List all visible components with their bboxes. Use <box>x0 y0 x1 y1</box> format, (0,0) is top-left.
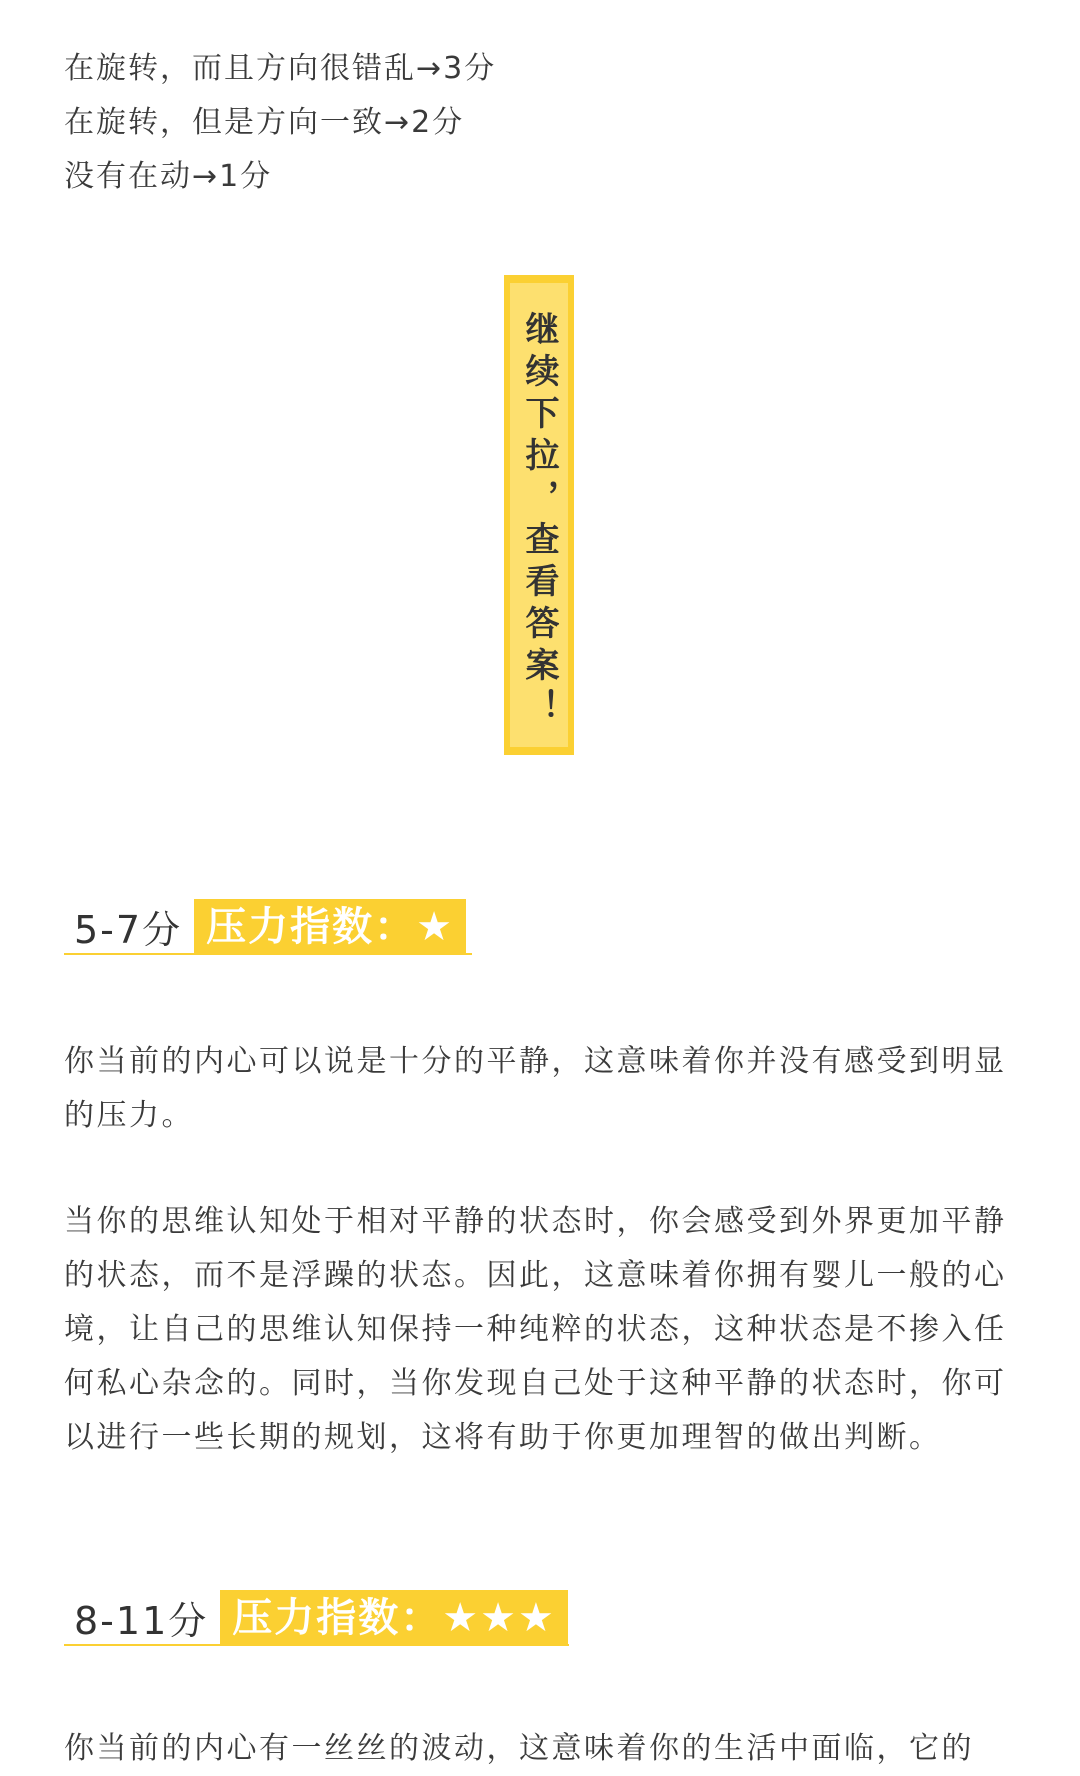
stress-index-tag: 压力指数：★ <box>194 899 466 955</box>
stress-index-tag: 压力指数：★★★ <box>220 1590 568 1646</box>
section-heading-5-7 <box>64 899 466 955</box>
heading-underline <box>64 953 472 955</box>
scroll-down-text: 继续下拉，查看答案！ <box>519 311 559 731</box>
section-heading-8-11 <box>64 1590 568 1646</box>
scoring-line: 在旋转，但是方向一致→2分 <box>64 105 465 140</box>
scroll-down-banner-inner <box>510 283 568 747</box>
scoring-list <box>64 42 1024 204</box>
scoring-line: 在旋转，而且方向很错乱→3分 <box>64 51 497 86</box>
scoring-line: 没有在动→1分 <box>64 159 273 194</box>
score-range: 8-11分 <box>74 1599 209 1643</box>
score-range: 5-7分 <box>74 908 183 952</box>
result-paragraph: 当你的思维认知处于相对平静的状态时，你会感受到外界更加平静的状态，而不是浮躁的状态。因此，这意味着你拥有婴儿一般的心境，让自己的思维认知保持一种纯粹的状态，这种状态是不掺入任何私心杂念的。同时，当你发现自己处于这种平静的状态时，你可以进行一些长期的规划，这将有助于你更加理智的做出判断。 <box>64 1204 1007 1455</box>
result-paragraph: 你当前的内心有一丝丝的波动，这意味着你的生活中面临，它的 <box>64 1731 974 1766</box>
scroll-down-banner <box>504 275 574 755</box>
heading-underline <box>64 1644 569 1646</box>
result-paragraph: 你当前的内心可以说是十分的平静，这意味着你并没有感受到明显的压力。 <box>64 1044 1007 1133</box>
